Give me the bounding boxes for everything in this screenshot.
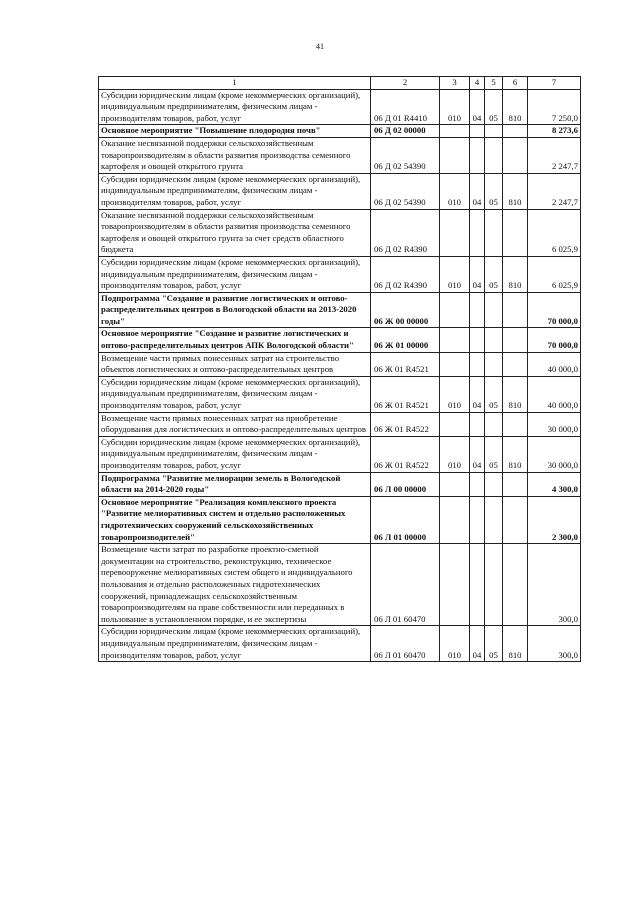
row-col5-cell bbox=[485, 137, 503, 173]
row-col5-cell: 05 bbox=[485, 256, 503, 292]
row-amount-cell: 40 000,0 bbox=[528, 376, 581, 412]
row-col4-cell: 04 bbox=[470, 256, 485, 292]
row-code-cell: 06 Л 01 00000 bbox=[371, 496, 440, 543]
row-name-cell: Оказание несвязанной поддержки сельскохозяйственным товаропроизводителям в области развития производства семенного картофеля и овощей открытого грунта bbox=[99, 137, 371, 173]
table-row bbox=[99, 352, 581, 376]
table-row bbox=[99, 328, 581, 352]
table-row bbox=[99, 209, 581, 256]
row-name-cell: Возмещение части прямых понесенных затрат на строительство объектов логистических и оптово-распределительных центров bbox=[99, 352, 371, 376]
row-col4-cell bbox=[470, 125, 485, 138]
row-col3-cell bbox=[440, 209, 470, 256]
row-col5-cell bbox=[485, 328, 503, 352]
table-row bbox=[99, 125, 581, 138]
row-name-cell: Субсидии юридическим лицам (кроме некоммерческих организаций), индивидуальным предпринимателям, физическим лицам - производителям товаров, работ, услуг bbox=[99, 89, 371, 125]
table-row bbox=[99, 436, 581, 472]
row-col5-cell: 05 bbox=[485, 626, 503, 662]
row-code-cell: 06 Д 01 R4410 bbox=[371, 89, 440, 125]
header-cell-3: 3 bbox=[440, 77, 470, 90]
header-cell-1: 1 bbox=[99, 77, 371, 90]
row-col5-cell bbox=[485, 352, 503, 376]
row-name-cell: Основное мероприятие "Реализация комплексного проекта "Развитие мелиоративных систем и отдельно расположенных гидротехнических сооружений сельскохозяйственных товаропроизводителей" bbox=[99, 496, 371, 543]
row-col4-cell bbox=[470, 472, 485, 496]
row-name-cell: Субсидии юридическим лицам (кроме некоммерческих организаций), индивидуальным предпринимателям, физическим лицам - производителям товаров, работ, услуг bbox=[99, 626, 371, 662]
row-col6-cell bbox=[503, 292, 528, 328]
row-name-cell: Возмещение части прямых понесенных затрат на приобретение оборудования для логистических и оптово-распределительных центров bbox=[99, 412, 371, 436]
row-col4-cell: 04 bbox=[470, 89, 485, 125]
row-col3-cell: 010 bbox=[440, 626, 470, 662]
row-col5-cell: 05 bbox=[485, 173, 503, 209]
row-name-cell: Субсидии юридическим лицам (кроме некоммерческих организаций), индивидуальным предпринимателям, физическим лицам - производителям товаров, работ, услуг bbox=[99, 256, 371, 292]
header-cell-2: 2 bbox=[371, 77, 440, 90]
row-code-cell: 06 Д 02 R4390 bbox=[371, 256, 440, 292]
row-col3-cell bbox=[440, 544, 470, 626]
row-amount-cell: 2 247,7 bbox=[528, 173, 581, 209]
row-col3-cell bbox=[440, 292, 470, 328]
row-col5-cell bbox=[485, 544, 503, 626]
row-amount-cell: 8 273,6 bbox=[528, 125, 581, 138]
row-amount-cell: 4 300,0 bbox=[528, 472, 581, 496]
row-col3-cell: 010 bbox=[440, 89, 470, 125]
row-col4-cell bbox=[470, 209, 485, 256]
page-number: 41 bbox=[316, 42, 324, 51]
row-col3-cell bbox=[440, 472, 470, 496]
row-col3-cell bbox=[440, 352, 470, 376]
row-col6-cell: 810 bbox=[503, 89, 528, 125]
row-name-cell: Субсидии юридическим лицам (кроме некоммерческих организаций), индивидуальным предпринимателям, физическим лицам - производителям товаров, работ, услуг bbox=[99, 436, 371, 472]
header-cell-7: 7 bbox=[528, 77, 581, 90]
row-code-cell: 06 Л 00 00000 bbox=[371, 472, 440, 496]
header-cell-6: 6 bbox=[503, 77, 528, 90]
row-col6-cell bbox=[503, 412, 528, 436]
row-col5-cell bbox=[485, 125, 503, 138]
row-col6-cell: 810 bbox=[503, 376, 528, 412]
row-code-cell: 06 Л 01 60470 bbox=[371, 544, 440, 626]
row-amount-cell: 70 000,0 bbox=[528, 328, 581, 352]
row-col6-cell bbox=[503, 352, 528, 376]
budget-table bbox=[98, 76, 581, 662]
row-col4-cell bbox=[470, 496, 485, 543]
table-header-row bbox=[99, 77, 581, 90]
row-amount-cell: 6 025,9 bbox=[528, 256, 581, 292]
row-code-cell: 06 Л 01 60470 bbox=[371, 626, 440, 662]
row-col4-cell bbox=[470, 412, 485, 436]
row-col5-cell bbox=[485, 292, 503, 328]
row-amount-cell: 2 300,0 bbox=[528, 496, 581, 543]
table-row bbox=[99, 173, 581, 209]
row-col4-cell bbox=[470, 544, 485, 626]
row-col6-cell: 810 bbox=[503, 173, 528, 209]
row-col3-cell: 010 bbox=[440, 436, 470, 472]
row-col3-cell bbox=[440, 496, 470, 543]
row-amount-cell: 300,0 bbox=[528, 544, 581, 626]
row-col3-cell bbox=[440, 328, 470, 352]
row-col6-cell bbox=[503, 328, 528, 352]
row-col3-cell: 010 bbox=[440, 173, 470, 209]
row-amount-cell: 6 025,9 bbox=[528, 209, 581, 256]
header-cell-4: 4 bbox=[470, 77, 485, 90]
table-row bbox=[99, 137, 581, 173]
row-col6-cell bbox=[503, 125, 528, 138]
table-row bbox=[99, 412, 581, 436]
row-amount-cell: 70 000,0 bbox=[528, 292, 581, 328]
row-name-cell: Подпрограмма "Развитие мелиорации земель в Вологодской области на 2014-2020 годы" bbox=[99, 472, 371, 496]
row-col4-cell bbox=[470, 352, 485, 376]
row-col3-cell bbox=[440, 412, 470, 436]
table-row bbox=[99, 544, 581, 626]
row-code-cell: 06 Ж 01 R4521 bbox=[371, 352, 440, 376]
table-row bbox=[99, 496, 581, 543]
row-amount-cell: 300,0 bbox=[528, 626, 581, 662]
row-col5-cell: 05 bbox=[485, 376, 503, 412]
row-col6-cell bbox=[503, 137, 528, 173]
table-row bbox=[99, 376, 581, 412]
row-col6-cell bbox=[503, 209, 528, 256]
row-col4-cell bbox=[470, 292, 485, 328]
row-col4-cell bbox=[470, 137, 485, 173]
row-col4-cell: 04 bbox=[470, 436, 485, 472]
row-name-cell: Субсидии юридическим лицам (кроме некоммерческих организаций), индивидуальным предпринимателям, физическим лицам - производителям товаров, работ, услуг bbox=[99, 376, 371, 412]
row-amount-cell: 7 250,0 bbox=[528, 89, 581, 125]
row-col6-cell bbox=[503, 544, 528, 626]
table-row bbox=[99, 472, 581, 496]
row-col6-cell bbox=[503, 472, 528, 496]
row-col3-cell: 010 bbox=[440, 256, 470, 292]
row-name-cell: Оказание несвязанной поддержки сельскохозяйственным товаропроизводителям в области развития производства семенного картофеля и овощей открытого грунта за счет средств областного бюджета bbox=[99, 209, 371, 256]
row-code-cell: 06 Ж 01 00000 bbox=[371, 328, 440, 352]
row-col5-cell bbox=[485, 209, 503, 256]
table-body bbox=[99, 77, 581, 662]
row-col4-cell bbox=[470, 328, 485, 352]
row-col4-cell: 04 bbox=[470, 626, 485, 662]
row-amount-cell: 30 000,0 bbox=[528, 412, 581, 436]
row-amount-cell: 30 000,0 bbox=[528, 436, 581, 472]
row-code-cell: 06 Ж 01 R4522 bbox=[371, 436, 440, 472]
row-code-cell: 06 Д 02 R4390 bbox=[371, 209, 440, 256]
table-row bbox=[99, 292, 581, 328]
row-col5-cell: 05 bbox=[485, 436, 503, 472]
row-col4-cell: 04 bbox=[470, 376, 485, 412]
table-row bbox=[99, 626, 581, 662]
row-name-cell: Субсидии юридическим лицам (кроме некоммерческих организаций), индивидуальным предпринимателям, физическим лицам - производителям товаров, работ, услуг bbox=[99, 173, 371, 209]
row-name-cell: Основное мероприятие "Повышение плодородия почв" bbox=[99, 125, 371, 138]
table-row bbox=[99, 256, 581, 292]
row-col6-cell: 810 bbox=[503, 626, 528, 662]
row-col5-cell bbox=[485, 412, 503, 436]
row-amount-cell: 2 247,7 bbox=[528, 137, 581, 173]
header-cell-5: 5 bbox=[485, 77, 503, 90]
row-code-cell: 06 Д 02 54390 bbox=[371, 173, 440, 209]
row-code-cell: 06 Ж 01 R4522 bbox=[371, 412, 440, 436]
row-col6-cell: 810 bbox=[503, 436, 528, 472]
row-name-cell: Основное мероприятие "Создание и развитие логистических и оптово-распределительных центров АПК Вологодской области" bbox=[99, 328, 371, 352]
row-name-cell: Подпрограмма "Создание и развитие логистических и оптово-распределительных центров в Вологодской области на 2013-2020 годы" bbox=[99, 292, 371, 328]
row-col5-cell bbox=[485, 496, 503, 543]
row-col4-cell: 04 bbox=[470, 173, 485, 209]
row-col3-cell: 010 bbox=[440, 376, 470, 412]
row-col6-cell bbox=[503, 496, 528, 543]
table-row bbox=[99, 89, 581, 125]
row-code-cell: 06 Ж 00 00000 bbox=[371, 292, 440, 328]
row-col5-cell bbox=[485, 472, 503, 496]
row-code-cell: 06 Д 02 54390 bbox=[371, 137, 440, 173]
row-code-cell: 06 Д 02 00000 bbox=[371, 125, 440, 138]
row-col3-cell bbox=[440, 125, 470, 138]
row-col3-cell bbox=[440, 137, 470, 173]
row-name-cell: Возмещение части затрат по разработке проектно-сметной документации на строительство, реконструкцию, техническое перевооружение мелиоративных систем общего и индивидуального пользования и отдельно расположенных гидротехнических сооружений, принадлежащих сельскохозяйственным товаропроизводителям на праве собственности или переданных в пользование в установленном порядке, и ее экспертизы bbox=[99, 544, 371, 626]
row-col5-cell: 05 bbox=[485, 89, 503, 125]
row-code-cell: 06 Ж 01 R4521 bbox=[371, 376, 440, 412]
row-col6-cell: 810 bbox=[503, 256, 528, 292]
row-amount-cell: 40 000,0 bbox=[528, 352, 581, 376]
